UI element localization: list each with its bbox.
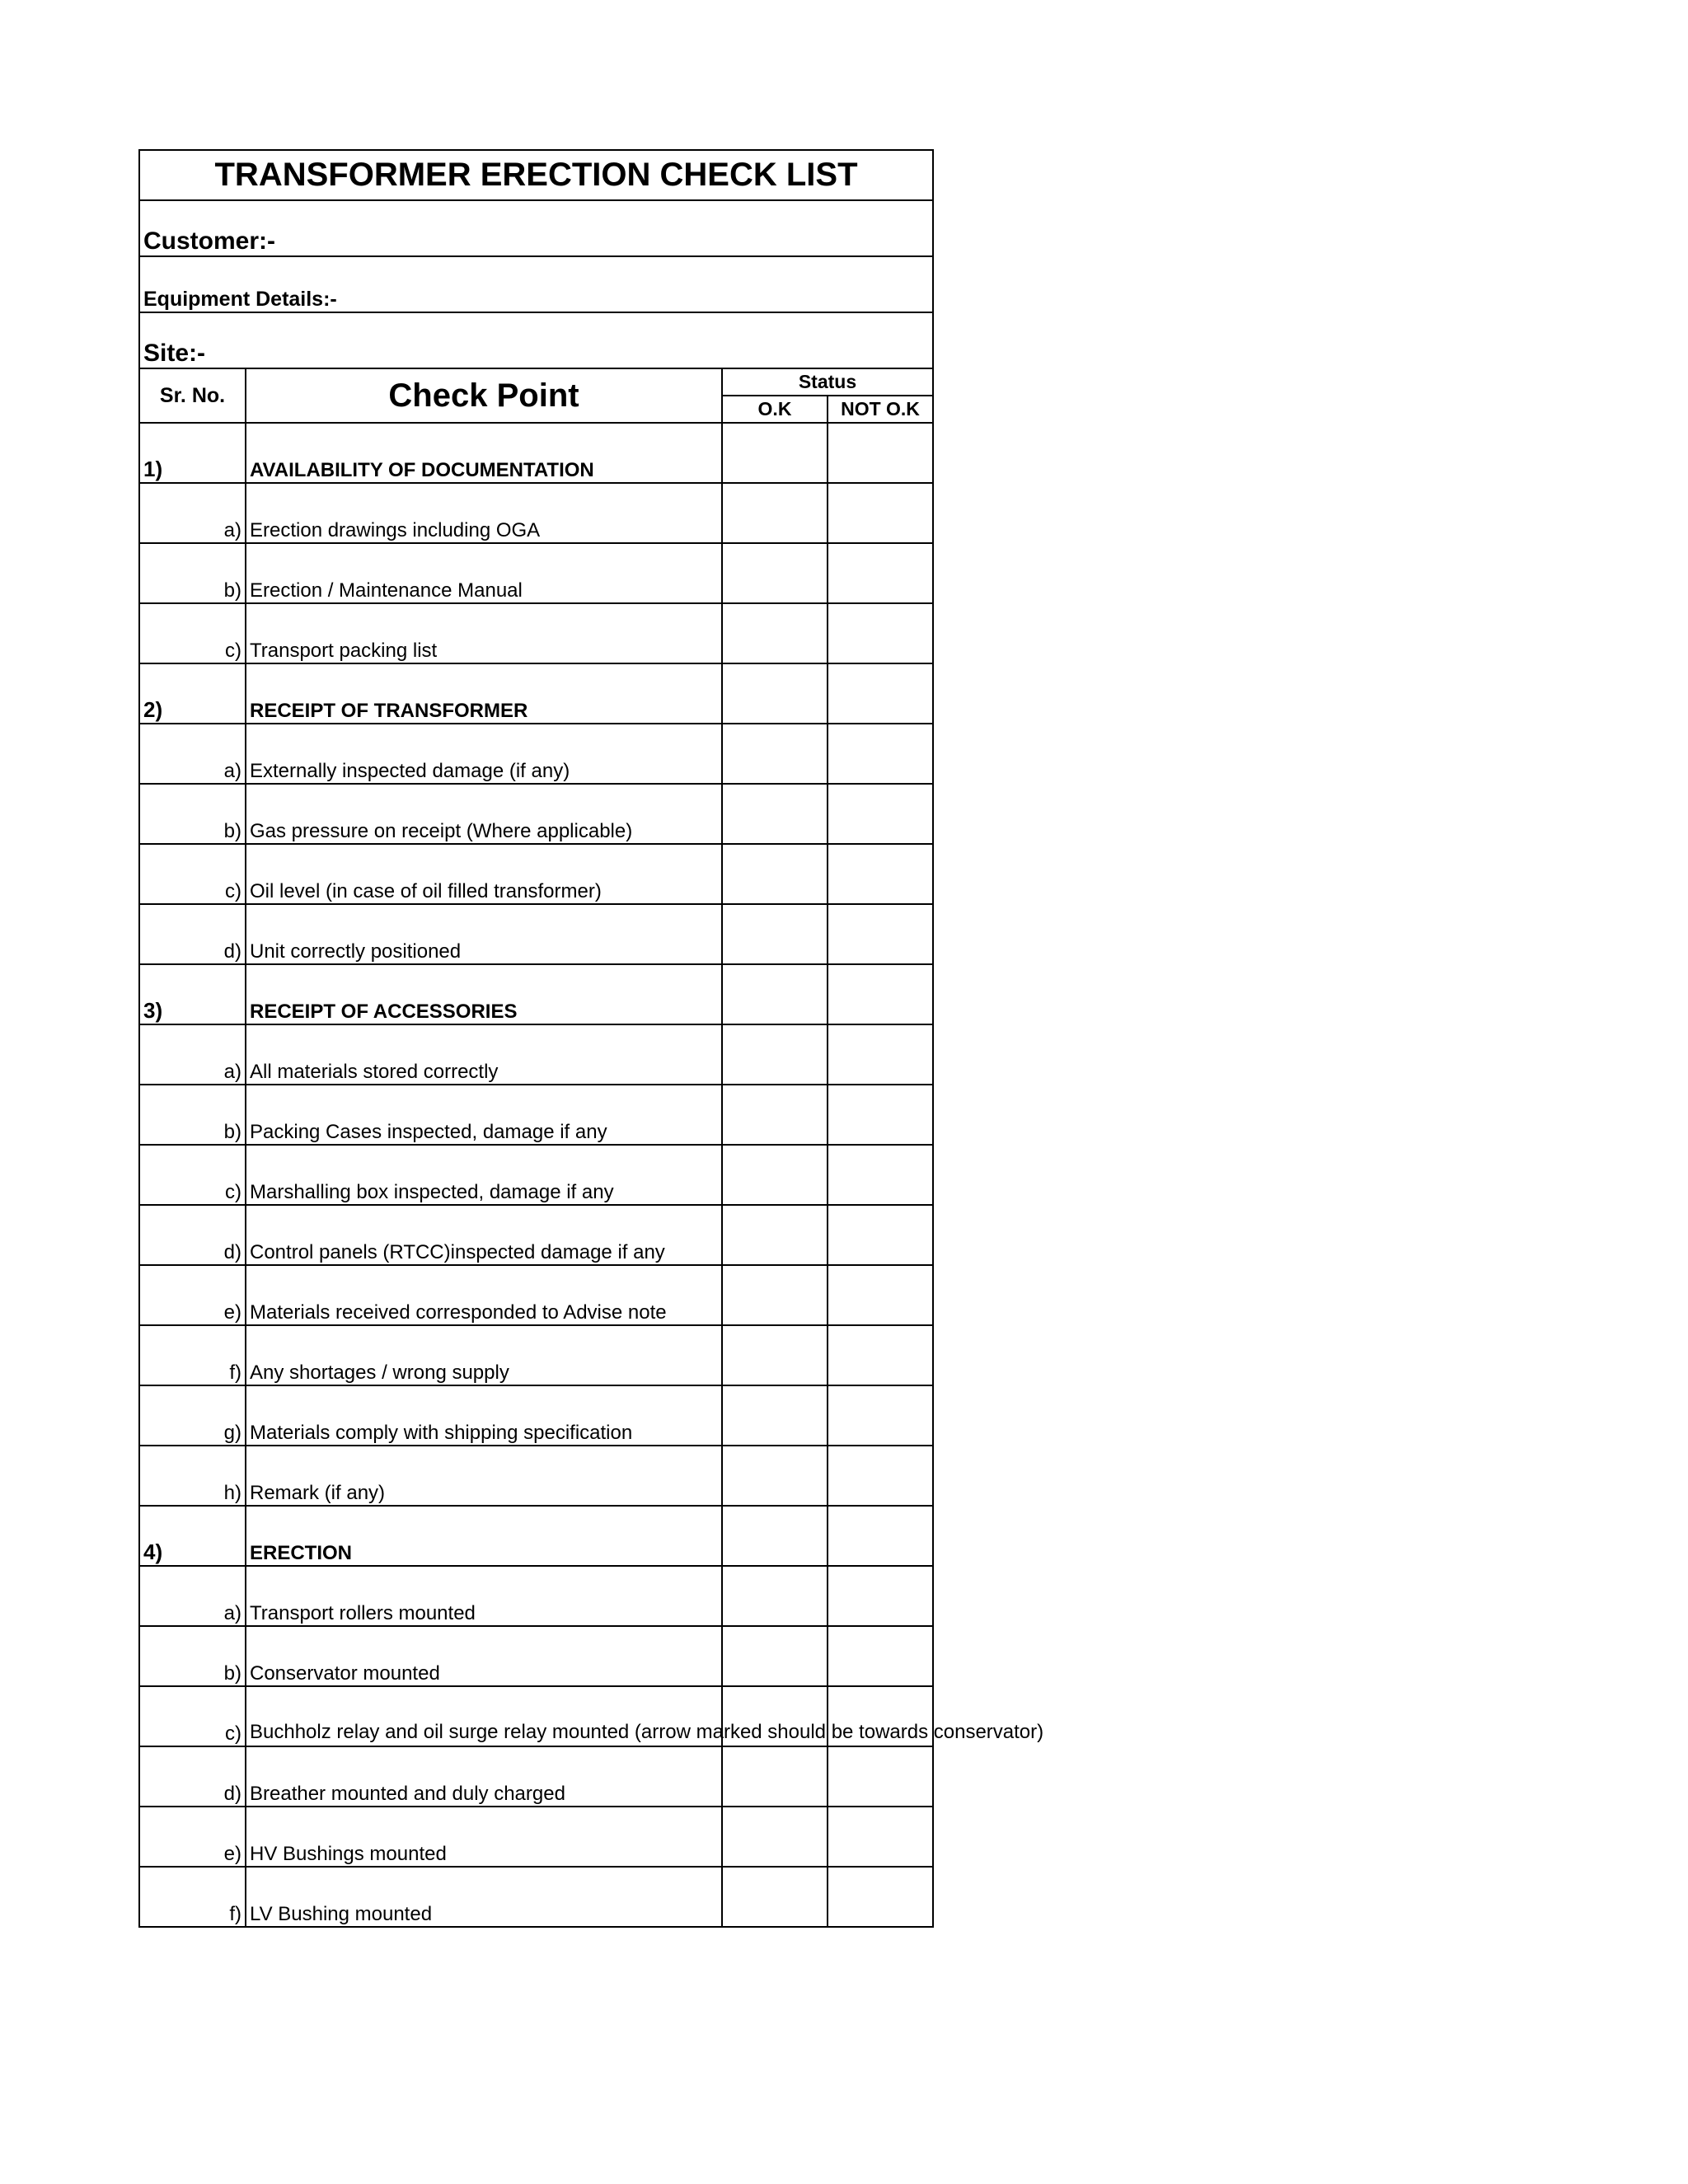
status-header: Status [722, 368, 933, 396]
not-ok-checkbox-cell[interactable] [828, 1325, 933, 1385]
ok-checkbox-cell[interactable] [722, 1085, 828, 1145]
checklist-row [139, 1746, 933, 1807]
not-ok-checkbox-cell[interactable] [828, 1506, 933, 1566]
row-number: g) [139, 1385, 246, 1446]
row-number: e) [139, 1265, 246, 1325]
not-ok-header: NOT O.K [828, 396, 933, 423]
customer-field[interactable]: Customer:- [139, 200, 933, 256]
checklist-row [139, 724, 933, 784]
check-point-header: Check Point [246, 368, 722, 423]
check-point-text: All materials stored correctly [246, 1024, 722, 1085]
check-point-text: Gas pressure on receipt (Where applicable) [246, 784, 722, 844]
page-title: TRANSFORMER ERECTION CHECK LIST [139, 150, 933, 200]
checklist-row [139, 543, 933, 603]
not-ok-checkbox-cell[interactable] [828, 1085, 933, 1145]
not-ok-checkbox-cell[interactable] [828, 1807, 933, 1867]
row-number: c) [139, 1145, 246, 1205]
ok-checkbox-cell[interactable] [722, 663, 828, 724]
row-number: f) [139, 1867, 246, 1927]
checklist-row [139, 904, 933, 964]
ok-checkbox-cell[interactable] [722, 1325, 828, 1385]
row-number: a) [139, 483, 246, 543]
ok-checkbox-cell[interactable] [722, 1145, 828, 1205]
row-number: 2) [139, 663, 246, 724]
row-number: e) [139, 1807, 246, 1867]
section-title: ERECTION [246, 1506, 722, 1566]
row-number: a) [139, 1566, 246, 1626]
checklist-row [139, 1205, 933, 1265]
ok-checkbox-cell[interactable] [722, 904, 828, 964]
section-row [139, 964, 933, 1024]
checklist-row [139, 1024, 933, 1085]
not-ok-checkbox-cell[interactable] [828, 1024, 933, 1085]
not-ok-checkbox-cell[interactable] [828, 543, 933, 603]
check-point-text: Buchholz relay and oil surge relay mounted (arrow marked should be towards conservator) [246, 1686, 722, 1746]
check-point-text: Breather mounted and duly charged [246, 1746, 722, 1807]
ok-checkbox-cell[interactable] [722, 844, 828, 904]
checklist-row [139, 1385, 933, 1446]
ok-checkbox-cell[interactable] [722, 1746, 828, 1807]
ok-checkbox-cell[interactable] [722, 1626, 828, 1686]
ok-checkbox-cell[interactable] [722, 1265, 828, 1325]
checklist-table [138, 149, 1044, 1928]
row-number: 4) [139, 1506, 246, 1566]
checklist-row [139, 603, 933, 663]
row-number: d) [139, 1205, 246, 1265]
ok-checkbox-cell[interactable] [722, 1024, 828, 1085]
not-ok-checkbox-cell[interactable] [828, 1265, 933, 1325]
checklist-row [139, 1867, 933, 1927]
section-row [139, 423, 933, 483]
not-ok-checkbox-cell[interactable] [828, 844, 933, 904]
row-number: c) [139, 844, 246, 904]
check-point-text: Materials received corresponded to Advise note [246, 1265, 722, 1325]
not-ok-checkbox-cell[interactable] [828, 904, 933, 964]
check-point-text: HV Bushings mounted [246, 1807, 722, 1867]
not-ok-checkbox-cell[interactable] [828, 1205, 933, 1265]
row-number: 1) [139, 423, 246, 483]
check-point-text: Erection drawings including OGA [246, 483, 722, 543]
checklist-row [139, 1265, 933, 1325]
check-point-text: Any shortages / wrong supply [246, 1325, 722, 1385]
check-point-text: Externally inspected damage (if any) [246, 724, 722, 784]
sr-no-header: Sr. No. [139, 368, 246, 423]
checklist-row [139, 1626, 933, 1686]
not-ok-checkbox-cell[interactable] [828, 1867, 933, 1927]
checklist-row [139, 1145, 933, 1205]
row-number: f) [139, 1325, 246, 1385]
checklist-row [139, 784, 933, 844]
section-row [139, 663, 933, 724]
not-ok-checkbox-cell[interactable] [828, 483, 933, 543]
check-point-text: Materials comply with shipping specification [246, 1385, 722, 1446]
row-number: a) [139, 724, 246, 784]
not-ok-checkbox-cell[interactable] [828, 663, 933, 724]
row-number: a) [139, 1024, 246, 1085]
not-ok-checkbox-cell[interactable] [828, 1626, 933, 1686]
not-ok-checkbox-cell[interactable] [828, 724, 933, 784]
check-point-text: Marshalling box inspected, damage if any [246, 1145, 722, 1205]
section-title: AVAILABILITY OF DOCUMENTATION [246, 423, 722, 483]
ok-checkbox-cell[interactable] [722, 1205, 828, 1265]
not-ok-checkbox-cell[interactable] [828, 1566, 933, 1626]
check-point-text: Unit correctly positioned [246, 904, 722, 964]
not-ok-checkbox-cell[interactable] [828, 1746, 933, 1807]
check-point-text: Packing Cases inspected, damage if any [246, 1085, 722, 1145]
ok-header: O.K [722, 396, 828, 423]
check-point-text: Oil level (in case of oil filled transformer) [246, 844, 722, 904]
checklist-row [139, 1807, 933, 1867]
not-ok-checkbox-cell[interactable] [828, 784, 933, 844]
ok-checkbox-cell[interactable] [722, 543, 828, 603]
check-point-text: Control panels (RTCC)inspected damage if any [246, 1205, 722, 1265]
equipment-details-field[interactable]: Equipment Details:- [139, 256, 933, 312]
checklist-row [139, 483, 933, 543]
row-number: c) [139, 603, 246, 663]
check-point-text: Transport packing list [246, 603, 722, 663]
ok-checkbox-cell[interactable] [722, 784, 828, 844]
row-number: b) [139, 1085, 246, 1145]
ok-checkbox-cell[interactable] [722, 1807, 828, 1867]
ok-checkbox-cell[interactable] [722, 1867, 828, 1927]
check-point-text: Conservator mounted [246, 1626, 722, 1686]
ok-checkbox-cell[interactable] [722, 603, 828, 663]
section-title: RECEIPT OF ACCESSORIES [246, 964, 722, 1024]
checklist-row [139, 844, 933, 904]
row-number: b) [139, 1626, 246, 1686]
checklist-row [139, 1446, 933, 1506]
not-ok-checkbox-cell[interactable] [828, 1385, 933, 1446]
ok-checkbox-cell[interactable] [722, 1506, 828, 1566]
checklist-row [139, 1325, 933, 1385]
row-number: c) [139, 1686, 246, 1746]
ok-checkbox-cell[interactable] [722, 1446, 828, 1506]
checklist-row [139, 1085, 933, 1145]
row-number: 3) [139, 964, 246, 1024]
row-number: b) [139, 543, 246, 603]
row-number: b) [139, 784, 246, 844]
checklist-row [139, 1566, 933, 1626]
ok-checkbox-cell[interactable] [722, 724, 828, 784]
not-ok-checkbox-cell[interactable] [828, 603, 933, 663]
not-ok-checkbox-cell[interactable] [828, 1446, 933, 1506]
check-point-text: Erection / Maintenance Manual [246, 543, 722, 603]
check-point-text: Transport rollers mounted [246, 1566, 722, 1626]
ok-checkbox-cell[interactable] [722, 964, 828, 1024]
section-title: RECEIPT OF TRANSFORMER [246, 663, 722, 724]
row-number: d) [139, 1746, 246, 1807]
row-number: h) [139, 1446, 246, 1506]
check-point-text: LV Bushing mounted [246, 1867, 722, 1927]
ok-checkbox-cell[interactable] [722, 1566, 828, 1626]
not-ok-checkbox-cell[interactable] [828, 964, 933, 1024]
site-field[interactable]: Site:- [139, 312, 933, 368]
not-ok-checkbox-cell[interactable] [828, 423, 933, 483]
checklist-row [139, 1686, 933, 1746]
ok-checkbox-cell[interactable] [722, 1385, 828, 1446]
ok-checkbox-cell[interactable] [722, 423, 828, 483]
check-point-text: Remark (if any) [246, 1446, 722, 1506]
ok-checkbox-cell[interactable] [722, 483, 828, 543]
row-number: d) [139, 904, 246, 964]
not-ok-checkbox-cell[interactable] [828, 1145, 933, 1205]
section-row [139, 1506, 933, 1566]
